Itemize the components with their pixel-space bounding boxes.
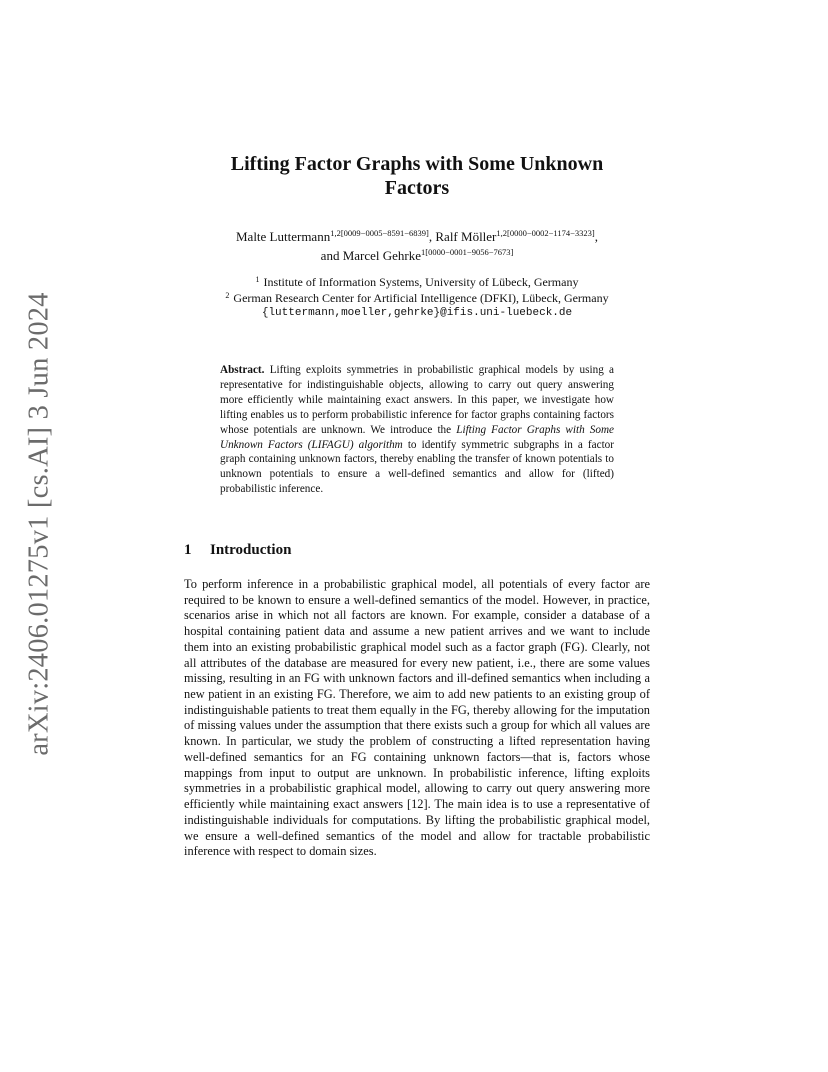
author-1-superscript: 1,2[0009−0005−8591−6839]: [330, 228, 429, 238]
abstract-text-part-1: Lifting exploits symmetries in probabilistic graphical models by using a representative for indistinguishable objects, allowing to carry out query answering more efficiently while maintaining exact answers. In this paper, we investigate how lifting enables us to perform probabilistic inference for factor graphs containing factors whose potentials are unknown. We introduce the: [220, 364, 615, 436]
author-email: {luttermann,moeller,gehrke}@ifis.uni-luebeck.de: [261, 307, 573, 319]
author-2-name: Ralf Möller: [435, 229, 497, 244]
arxiv-identifier-text: arXiv:2406.01275v1 [cs.AI] 3 Jun 2024: [24, 292, 56, 756]
affiliation-2-mark: 2: [225, 290, 230, 300]
affiliation-1: [184, 275, 650, 291]
abstract-algorithm-name: Lifting Factor Graphs with Some Unknown Factors (LIFAGU) algorithm: [220, 423, 614, 451]
author-list: Malte Luttermann$^{1,2[0009-0005-8591-6839]}$, Ralf Möller$^{1,2[0000-0002-1174-3323]}$, and Marcel Gehrke$^{1[0000-0001-9056-7673]}$: [235, 228, 598, 263]
affiliations: [184, 275, 650, 322]
author-and: and: [320, 248, 340, 263]
author-3-superscript: 1[0000−0001−9056−7673]: [421, 247, 514, 257]
author-1-name: Malte Luttermann: [235, 229, 331, 244]
affiliation-1-text: Institute of Information Systems, University of Lübeck, Germany: [263, 275, 579, 289]
affiliation-2: [184, 291, 650, 307]
section-number: 1: [184, 542, 192, 558]
section-title: Introduction: [210, 542, 292, 558]
section-heading-introduction: [184, 540, 650, 560]
paper-title: [184, 152, 650, 200]
abstract: [220, 363, 614, 497]
affiliation-1-mark: 1: [255, 275, 260, 284]
title-line-1: Lifting Factor Graphs with Some Unknown: [230, 153, 604, 175]
introduction-paragraph: To perform inference in a probabilistic graphical model, all potentials of every factor are required to be known to ensure a well-defined semantics of the model. However, in practice, scenarios arise in which not all factors are known. For example, consider a database of a hospital containing patient data and assume a new patient arrives and we want to include them into an existing probabilistic graphical model such as a factor graph (FG). Clearly, not all attributes of the database are measured for every new patient, i.e., there are some values missing, resulting in an FG with unknown factors and ill-defined semantics when including a new patient in an existing FG. Therefore, we aim to add new patients to an existing group of indistinguishable patients to treat them equally in the FG, thereby allowing for the imputation of missing values under the assumption that there exists such a group for which all values are known. In particular, we study the problem of constructing a lifted representation having well-defined semantics for an FG containing unknown factors—that is, factors whose mappings from input to output are unknown. In probabilistic inference, lifting exploits symmetries in a probabilistic graphical model, allowing to carry out query answering more efficiently while maintaining exact answers [12]. The main idea is to use a representative of indistinguishable individuals for computations. By lifting the probabilistic graphical model, we ensure a well-defined semantics of the model and allow for tractable probabilistic inference with respect to domain sizes.: [184, 577, 650, 859]
author-3-name: Marcel Gehrke: [342, 248, 422, 263]
title-line-2: Factors: [384, 177, 450, 199]
abstract-label: Abstract.: [220, 364, 265, 376]
abstract-text-part-2: to identify symmetric subgraphs in a factor graph containing unknown factors, thereby enabling the transfer of known potentials to unknown potentials to ensure a well-defined semantics and allow for (lifted) probabilistic inference.: [220, 438, 614, 496]
author-2-superscript: 1,2[0000−0002−1174−3323]: [496, 228, 595, 238]
arxiv-identifier-stamp: [22, 292, 58, 756]
affiliation-2-text: German Research Center for Artificial Intelligence (DFKI), Lübeck, Germany: [233, 290, 609, 305]
